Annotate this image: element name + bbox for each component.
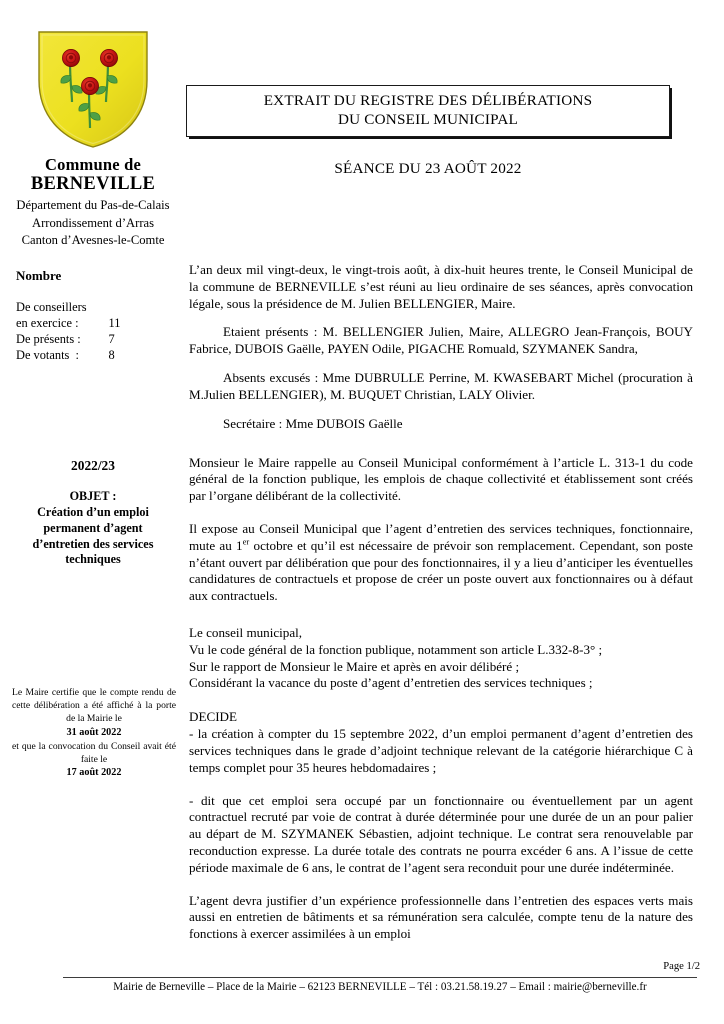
footer-divider xyxy=(63,977,697,978)
deliberation-body xyxy=(189,262,693,943)
page-number: Page 1/2 xyxy=(663,961,700,972)
nombre-heading: Nombre xyxy=(16,268,62,283)
table-row xyxy=(16,299,120,315)
nombre-value-conseillers xyxy=(87,299,121,315)
coat-of-arms-container xyxy=(0,28,186,155)
certification-line-2: et que la convocation du Conseil avait été faite le xyxy=(12,740,176,766)
paragraph-presents: Etaient présents : M. BELLENGIER Julien, Maire, ALLEGRO Jean-François, BOUY Fabrice, DUBOIS Gaëlle, PAYEN Odile, PIGACHE Romuald, SZYMANEK Sandra, xyxy=(189,324,693,357)
paragraph-expose-part-1: Il expose au Conseil Municipal que l’agent d’entretien des services techniques, fonctionnaire, mute au 1 xyxy=(189,520,693,553)
nombre-label-conseillers: De conseillers xyxy=(16,300,87,314)
commune-name: BERNEVILLE xyxy=(30,174,156,195)
deliberation-reference-number: 2022/23 xyxy=(71,458,115,473)
footer-contact: Mairie de Berneville – Place de la Mairie – 62123 BERNEVILLE – Tél : 03.21.58.19.27 – Email : mairie@berneville.fr xyxy=(113,981,647,993)
coat-of-arms-shield-icon xyxy=(33,28,153,150)
decide-label: DECIDE xyxy=(189,709,238,725)
nombre-label-presents: De présents : xyxy=(16,332,81,347)
certification-date-affichage: 31 août 2022 xyxy=(66,726,122,738)
decide-item-2: - dit que cet emploi sera occupé par un fonctionnaire ou éventuellement par un agent contractuel recruté par voie de contrat à durée déterminée pour une durée de un an pour palier au départ de M. SZYMANEK Sébastien, adjoint technique. Le contrat sera renouvelable par reconduction expresse. La durée totale des contrats ne pourra excéder 6 ans. A l’issue de cette période maximale de 6 ans, le contrat de l’agent sera reconduit pour une durée indéterminée. xyxy=(189,792,693,875)
seance-heading: SÉANCE DU 23 AOÛT 2022 xyxy=(334,160,522,177)
nombre-value-presents: 7 xyxy=(108,332,115,347)
decide-item-1: - la création à compter du 15 septembre 2022, d’un emploi permanent d’agent d’entretien des services techniques dans le grade d’adjoint technique relevant de la catégorie hiérarchique C à temps complet pour 35 heures hebdomadaires ; xyxy=(189,726,693,775)
vu-line-4: Considérant la vacance du poste d’agent d’entretien des services techniques ; xyxy=(189,675,593,691)
vu-line-3: Sur le rapport de Monsieur le Maire et après en avoir délibéré ; xyxy=(189,658,520,674)
table-row xyxy=(16,347,120,363)
vu-line-1: Le conseil municipal, xyxy=(189,625,303,640)
certification-date-convocation: 17 août 2022 xyxy=(66,767,122,779)
commune-identity xyxy=(0,155,186,249)
nombre-label-votants: De votants : xyxy=(16,348,79,363)
paragraph-absents: Absents excusés : Mme DUBRULLE Perrine, M. KWASEBART Michel (procuration à M.Julien BELLENGIER), M. BUQUET Christian, LALY Olivier. xyxy=(189,370,693,402)
nombre-label-exercice: en exercice : xyxy=(16,316,79,331)
commune-label: Commune de xyxy=(45,155,141,174)
paragraph-rappel: Monsieur le Maire rappelle au Conseil Municipal conformément à l’article L. 313-1 du code général de la fonction publique, les emplois de chaque collectivité et établissement sont créés par l’organe délibérant de la collectivité. xyxy=(189,454,693,504)
table-row xyxy=(16,331,120,347)
document-title-line-2: DU CONSEIL MUNICIPAL xyxy=(337,110,519,128)
objet-block xyxy=(14,489,172,568)
paragraph-final: L’agent devra justifier d’un expérience professionnelle dans l’entretien des espaces verts mais aussi en entretien de bâtiments et sa rémunération sera calculée, compte tenu de la nature des fonctions à exercer assimilées à un emploi xyxy=(189,892,693,942)
nombre-value-votants: 8 xyxy=(108,348,115,363)
commune-departement: Département du Pas-de-Calais xyxy=(16,197,170,212)
nombre-table xyxy=(16,299,120,364)
document-title-line-1: EXTRAIT DU REGISTRE DES DÉLIBÉRATIONS xyxy=(263,92,593,109)
table-row xyxy=(16,315,120,331)
commune-arrondissement: Arrondissement d’Arras xyxy=(31,215,155,230)
paragraph-opening: L’an deux mil vingt-deux, le vingt-trois août, à dix-huit heures trente, le Conseil Municipal de la commune de BERNEVILLE s’est réuni au lieu ordinaire de ses séances, après convocation légale, sous la présidence de M. Julien BELLENGIER, Maire. xyxy=(189,262,693,311)
objet-label: OBJET : xyxy=(69,489,117,503)
certification-block xyxy=(12,686,176,780)
ordinal-suffix: er xyxy=(242,536,250,547)
paragraph-expose-part-2: octobre et qu’il est nécessaire de prévoir son remplacement. Cependant, son poste n’étant ouvert par délibération que pour des fonctionnaires, il y a lieu d’anticiper les éventuelles candidatures de contractuels et propose de créer un poste ouvert aux fonctionnaires ou à défaut aux contractuels. xyxy=(189,537,693,604)
nombre-value-exercice: 11 xyxy=(108,316,121,331)
paragraph-expose xyxy=(189,521,693,605)
document-title-box xyxy=(186,85,670,137)
objet-text: Création d’un emploi permanent d’agent d’entretien des services techniques xyxy=(32,504,154,567)
left-sidebar xyxy=(0,0,186,944)
commune-canton: Canton d’Avesnes-le-Comte xyxy=(21,233,165,248)
paragraph-secretaire: Secrétaire : Mme DUBOIS Gaëlle xyxy=(223,415,403,431)
vu-line-2: Vu le code général de la fonction publique, notamment son article L.332-8-3° ; xyxy=(189,641,603,657)
certification-line-1: Le Maire certifie que le compte rendu de cette délibération a été affiché à la porte de la Mairie le xyxy=(12,687,176,725)
